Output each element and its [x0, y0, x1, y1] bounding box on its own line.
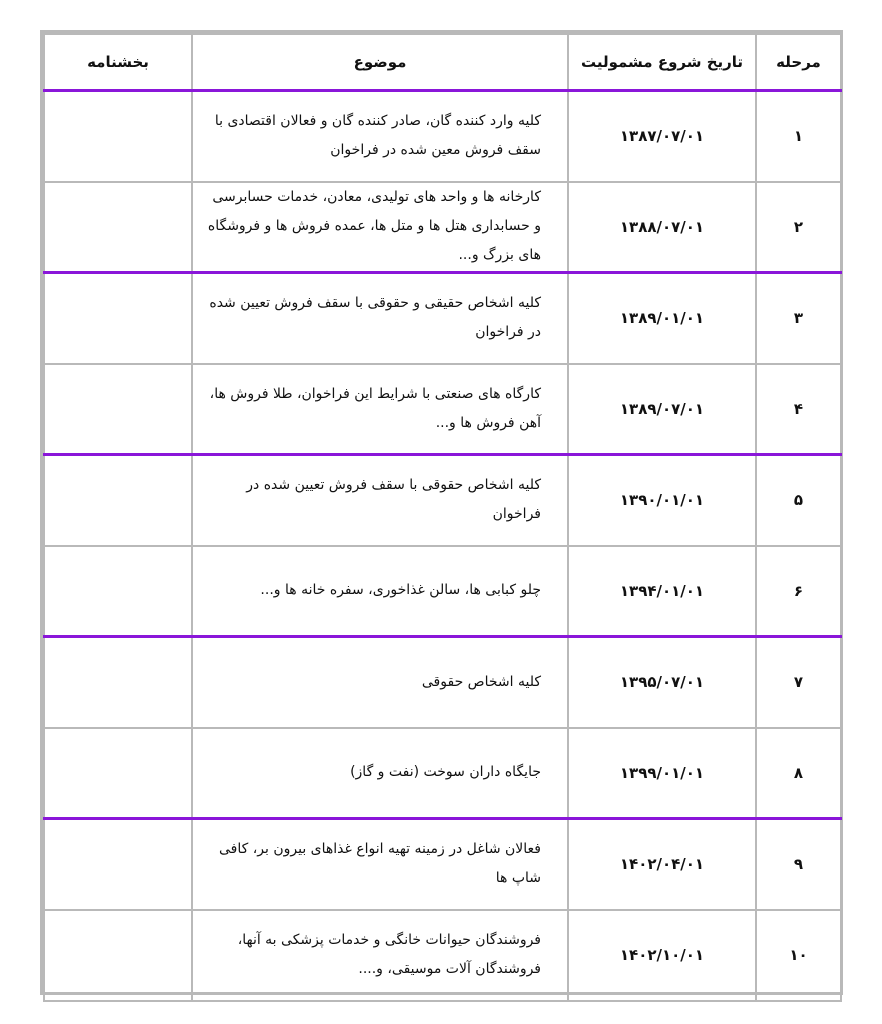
table-header-row: [44, 34, 841, 91]
table-row: [44, 455, 841, 546]
header-topic: موضوع: [192, 34, 568, 91]
topic-cell: فروشندگان حیوانات خانگی و خدمات پزشکی به آنها، فروشندگان آلات موسیقی، و....: [192, 910, 568, 1001]
table-row: [44, 910, 841, 1001]
topic-cell: فعالان شاغل در زمینه تهیه انواع غذاهای بیرون بر، کافی شاپ ها: [192, 819, 568, 910]
topic-cell: کلیه اشخاص حقوقی: [192, 637, 568, 728]
stage-cell: ۱: [756, 91, 841, 182]
topic-cell: کلیه وارد کننده گان، صادر کننده گان و فعالان اقتصادی با سقف فروش معین شده در فراخوان: [192, 91, 568, 182]
table-row: [44, 182, 841, 273]
date-cell: ۱۴۰۲/۰۴/۰۱: [568, 819, 756, 910]
topic-cell: کارخانه ها و واحد های تولیدی، معادن، خدمات حسابرسی و حسابداری هتل ها و متل ها، عمده فروش ها و فروشگاه های بزرگ و...: [192, 182, 568, 273]
topic-cell: کلیه اشخاص حقیقی و حقوقی با سقف فروش تعیین شده در فراخوان: [192, 273, 568, 364]
header-stage: مرحله: [756, 34, 841, 91]
topic-cell: کارگاه های صنعتی با شرایط این فراخوان، طلا فروش ها، آهن فروش ها و...: [192, 364, 568, 455]
date-cell: ۱۳۹۰/۰۱/۰۱: [568, 455, 756, 546]
phases-table-frame: [40, 30, 843, 995]
stage-cell: ۸: [756, 728, 841, 819]
notice-cell[interactable]: [44, 273, 192, 364]
date-cell: ۱۳۹۴/۰۱/۰۱: [568, 546, 756, 637]
notice-cell[interactable]: [44, 364, 192, 455]
notice-cell[interactable]: [44, 728, 192, 819]
date-cell: ۱۴۰۲/۱۰/۰۱: [568, 910, 756, 1001]
notice-cell[interactable]: [44, 182, 192, 273]
notice-cell[interactable]: [44, 910, 192, 1001]
stage-cell: ۱۰: [756, 910, 841, 1001]
notice-cell[interactable]: [44, 819, 192, 910]
header-start-date: تاریخ شروع مشمولیت: [568, 34, 756, 91]
stage-cell: ۶: [756, 546, 841, 637]
date-cell: ۱۳۸۹/۰۱/۰۱: [568, 273, 756, 364]
stage-cell: ۵: [756, 455, 841, 546]
topic-cell: جایگاه داران سوخت (نفت و گاز): [192, 728, 568, 819]
stage-cell: ۴: [756, 364, 841, 455]
notice-cell[interactable]: [44, 637, 192, 728]
date-cell: ۱۳۹۵/۰۷/۰۱: [568, 637, 756, 728]
stage-cell: ۹: [756, 819, 841, 910]
stage-cell: ۳: [756, 273, 841, 364]
table-row: [44, 546, 841, 637]
topic-cell: کلیه اشخاص حقوقی با سقف فروش تعیین شده در فراخوان: [192, 455, 568, 546]
table-row: [44, 273, 841, 364]
header-notice: بخشنامه: [44, 34, 192, 91]
stage-cell: ۲: [756, 182, 841, 273]
date-cell: ۱۳۸۹/۰۷/۰۱: [568, 364, 756, 455]
date-cell: ۱۳۹۹/۰۱/۰۱: [568, 728, 756, 819]
stage-cell: ۷: [756, 637, 841, 728]
notice-cell[interactable]: [44, 546, 192, 637]
notice-cell[interactable]: [44, 91, 192, 182]
table-row: [44, 728, 841, 819]
phases-table: [43, 33, 842, 1002]
date-cell: ۱۳۸۸/۰۷/۰۱: [568, 182, 756, 273]
date-cell: ۱۳۸۷/۰۷/۰۱: [568, 91, 756, 182]
table-row: [44, 91, 841, 182]
table-row: [44, 819, 841, 910]
table-row: [44, 637, 841, 728]
topic-cell: چلو کبابی ها، سالن غذاخوری، سفره خانه ها و...: [192, 546, 568, 637]
notice-cell[interactable]: [44, 455, 192, 546]
table-row: [44, 364, 841, 455]
